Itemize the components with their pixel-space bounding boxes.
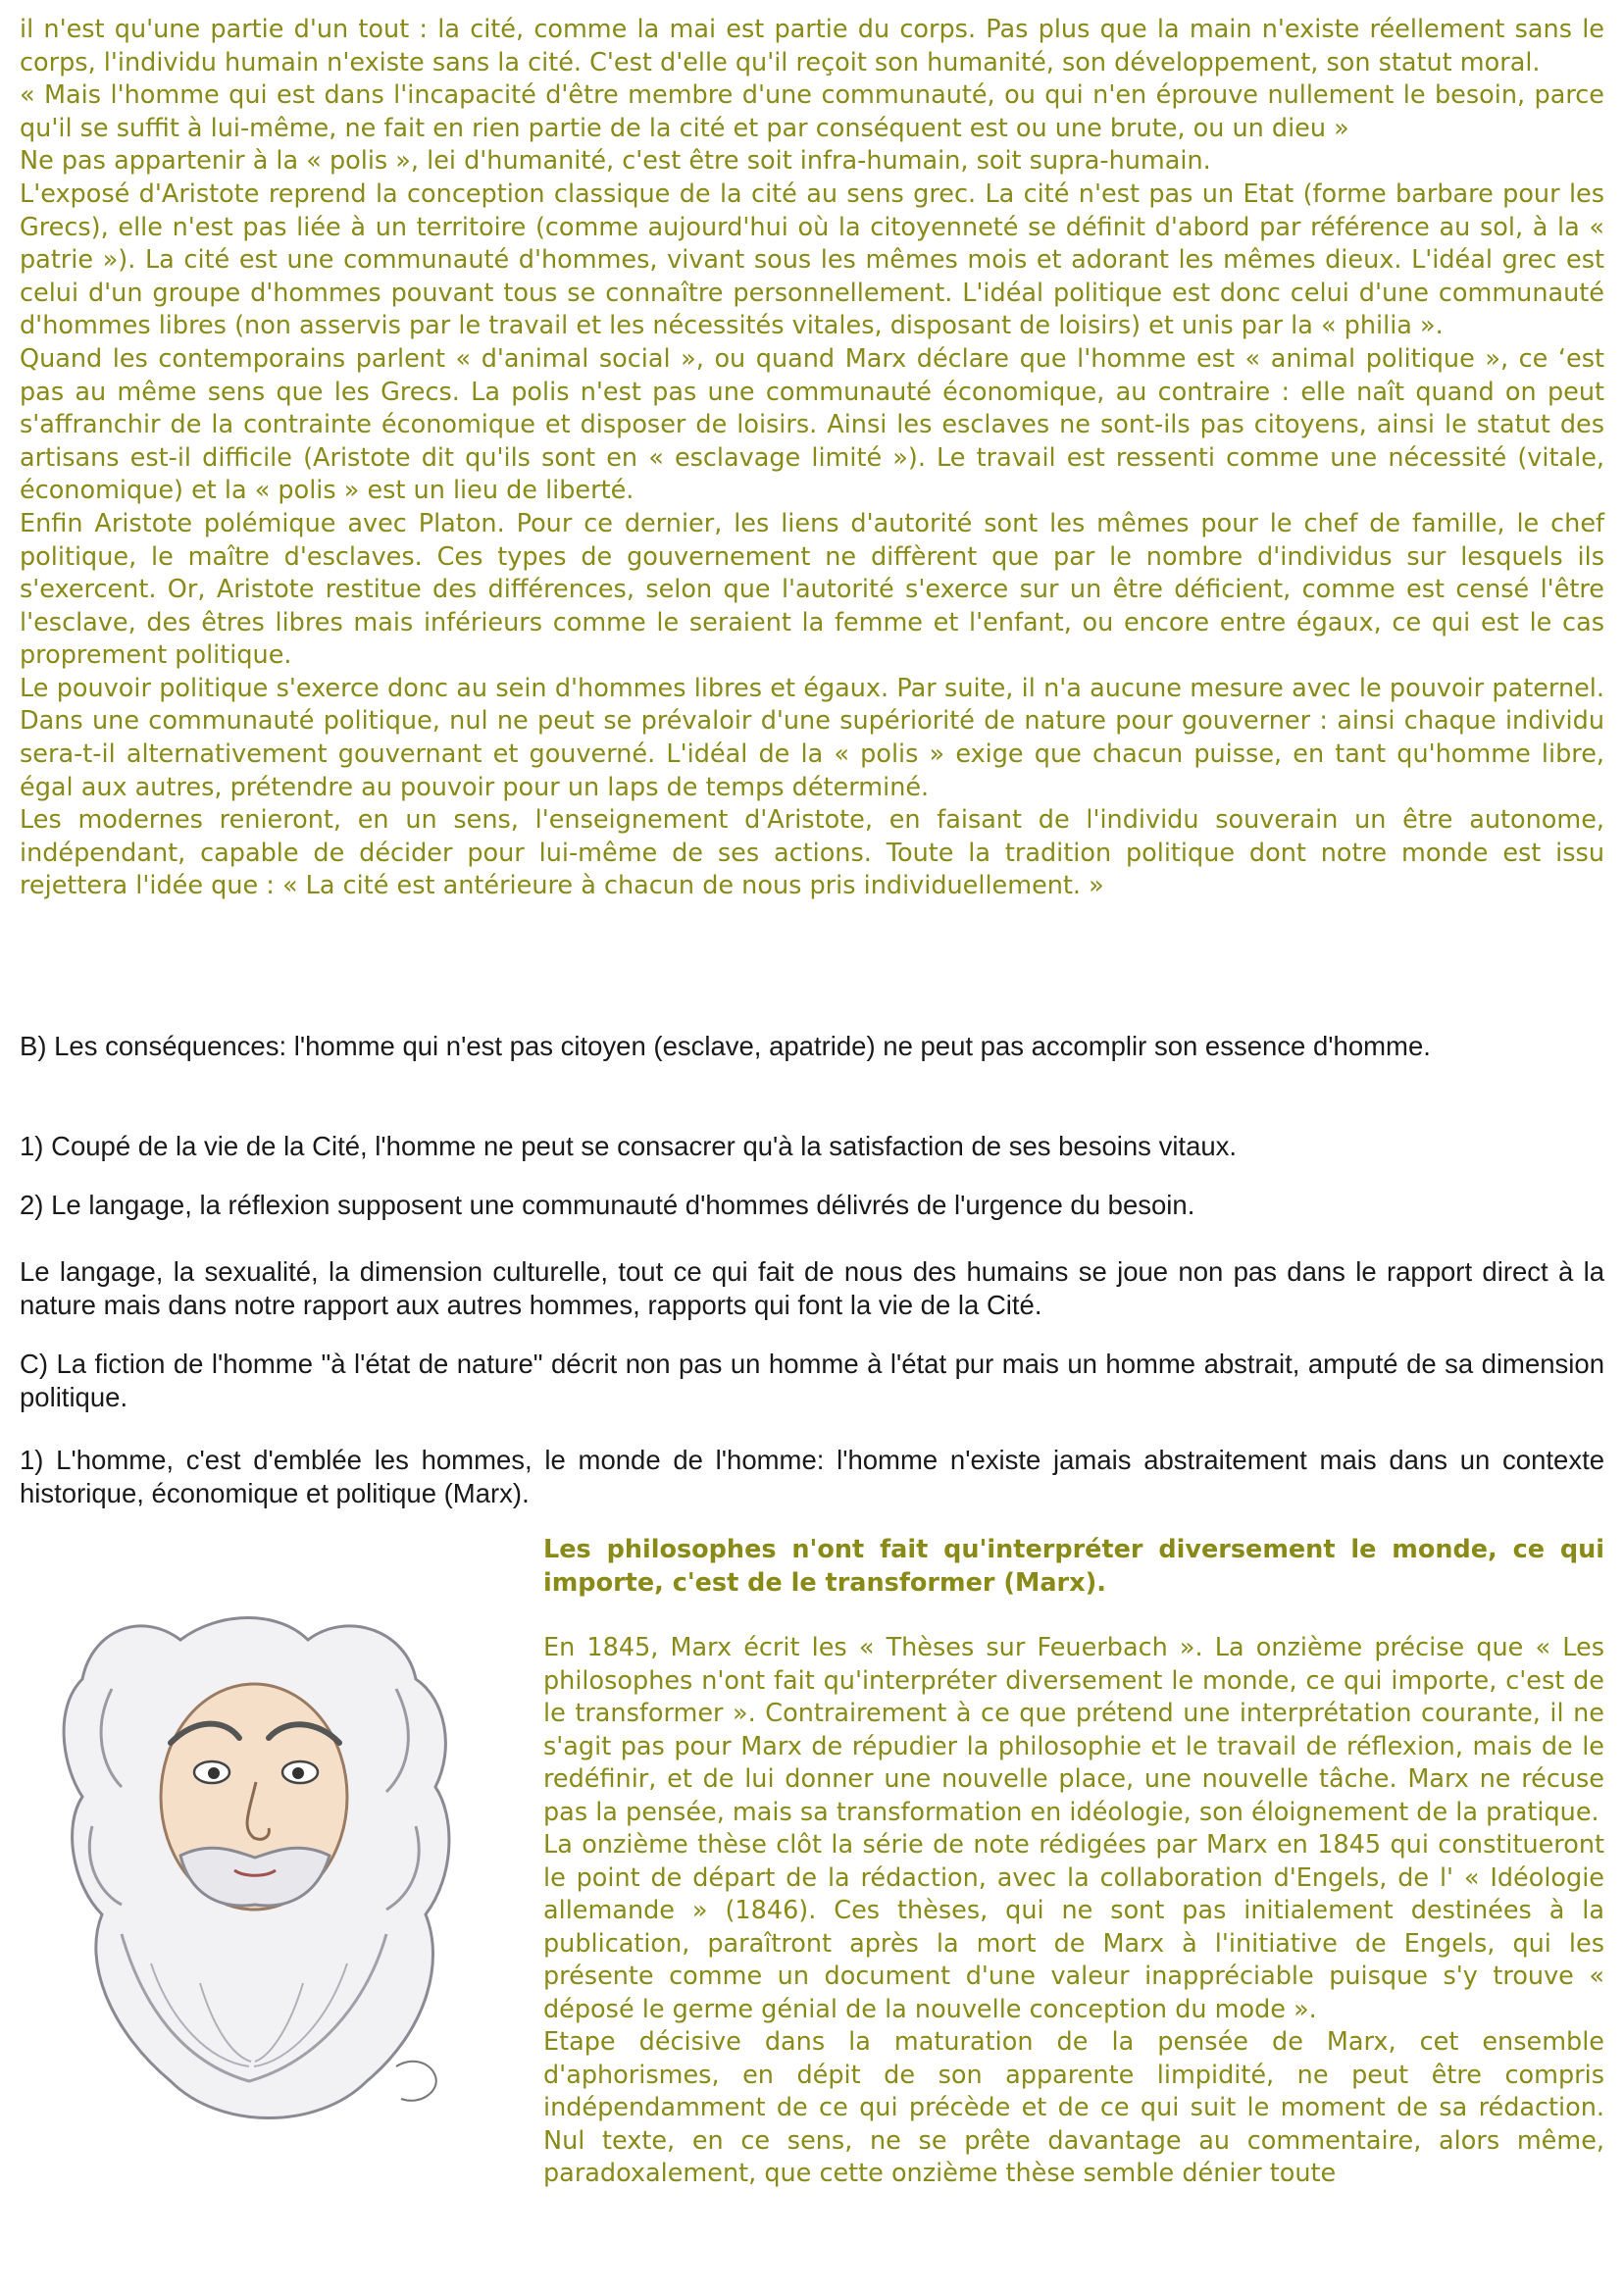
section-c-title: C) La fiction de l'homme "à l'état de nature" décrit non pas un homme à l'état pur mais un homme abstrait, amputé de sa dimension politique. — [20, 1349, 1604, 1412]
section-b-point-2: 2) Le langage, la réflexion supposent une communauté d'hommes délivrés de l'urgence du besoin. — [20, 1190, 1195, 1220]
section-b-paragraph: Le langage, la sexualité, la dimension culturelle, tout ce qui fait de nous des humains se joue non pas dans le rapport direct à la nature mais dans notre rapport aux autres hommes, rapports qui font la vie de la Cité. — [20, 1256, 1604, 1320]
paragraph: Les modernes renieront, en un sens, l'enseignement d'Aristote, en faisant de l'individu souverain un être autonome, indépendant, capable de décider pour lui-même de ses actions. Toute la tradition politique dont notre monde est issu rejettera l'idée que : « La cité est antérieure à chacun de nous pris individuellement. » — [20, 805, 1604, 901]
paragraph: Le pouvoir politique s'exerce donc au sein d'hommes libres et égaux. Par suite, il n'a aucune mesure avec le pouvoir paternel. Dans une communauté politique, nul ne peut se prévaloir d'une supériorité de nature pour gouverner : ainsi chaque individu sera-t-il alternativement gouvernant et gouverné. L'idéal de la « polis » exige que chacun puisse, en tant qu'homme libre, égal aux autres, prétendre au pouvoir pour un laps de temps déterminé. — [20, 673, 1604, 802]
paragraph: il n'est qu'une partie d'un tout : la cité, comme la mai est partie du corps. Pas plus que la main n'existe réellement sans le corps, l'individu humain n'existe sans la cité. C'est d'elle qu'il reçoit son humanité, son développement, son statut moral. — [20, 15, 1604, 77]
section-b-title: B) Les conséquences: l'homme qui n'est pas citoyen (esclave, apatride) ne peut pas accomplir son essence d'homme. — [20, 1031, 1431, 1061]
paragraph: L'exposé d'Aristote reprend la conception classique de la cité au sens grec. La cité n'est pas un Etat (forme barbare pour les Grecs), elle n'est pas liée à un territoire (comme aujourd'hui où la citoyenneté se définit d'abord par référence au sol, à la « patrie »). La cité est une communauté d'hommes, vivant sous les mêmes mois et adorant les mêmes dieux. L'idéal grec est celui d'un groupe d'hommes pouvant tous se connaître personnellement. L'idéal politique est donc celui d'une communauté d'hommes libres (non asservis par le travail et les nécessités vitales, disposant de loisirs) et unis par la « philia ». — [20, 178, 1604, 341]
aristotle-section — [20, 14, 1604, 903]
marx-portrait — [24, 1571, 484, 2140]
marx-heading: Les philosophes n'ont fait qu'interpréter diversement le monde, ce qui importe, c'est de le transformer (Marx). — [543, 1535, 1604, 1598]
marx-section — [543, 1534, 1604, 2191]
section-b-point-1: 1) Coupé de la vie de la Cité, l'homme ne peut se consacrer qu'à la satisfaction de ses besoins vitaux. — [20, 1131, 1238, 1161]
section-c-point-1: 1) L'homme, c'est d'emblée les hommes, le monde de l'homme: l'homme n'existe jamais abstraitement mais dans un contexte historique, économique et politique (Marx). — [20, 1445, 1604, 1508]
paragraph: En 1845, Marx écrit les « Thèses sur Feuerbach ». La onzième précise que « Les philosophes n'ont fait qu'interpréter diversement le monde, ce qui importe, c'est de le transformer ». Contrairement à ce que prétend une interprétation courante, il ne s'agit pas pour Marx de répudier la philosophie et le travail de réflexion, mais de le redéfinir, et de lui donner une nouvelle place, une nouvelle tâche. Marx ne récuse pas la pensée, mais sa transformation en idéologie, son éloignement de la pratique. — [543, 1633, 1604, 1827]
paragraph: Ne pas appartenir à la « polis », lei d'humanité, c'est être soit infra-humain, soit supra-humain. — [20, 146, 1211, 177]
paragraph: Etape décisive dans la maturation de la pensée de Marx, cet ensemble d'aphorismes, en dépit de son apparente limpidité, ne peut être compris indépendamment de ce qui précède et de ce qui suit le moment de sa rédaction. Nul texte, en ce sens, ne se prête davantage au commentaire, alors même, paradoxalement, que cette onzième thèse semble dénier toute — [543, 2027, 1604, 2188]
quote-paragraph: « Mais l'homme qui est dans l'incapacité d'être membre d'une communauté, ou qui n'en éprouve nullement le besoin, parce qu'il se suffit à lui-même, ne fait en rien partie de la cité et par conséquent est ou une brute, ou un dieu » — [20, 80, 1604, 143]
paragraph: Quand les contemporains parlent « d'animal social », ou quand Marx déclare que l'homme est « animal politique », ce ‘est pas au même sens que les Grecs. La polis n'est pas une communauté économique, au contraire : elle naît quand on peut s'affranchir de la contrainte économique et disposer de loisirs. Ainsi les esclaves ne sont-ils pas citoyens, ainsi le statut des artisans est-il difficile (Aristote dit qu'ils sont en « esclavage limité »). Le travail est ressenti comme une nécessité (vitale, économique) et la « polis » est un lieu de liberté. — [20, 343, 1604, 506]
paragraph: Enfin Aristote polémique avec Platon. Pour ce dernier, les liens d'autorité sont les mêmes pour le chef de famille, le chef politique, le maître d'esclaves. Ces types de gouvernement ne diffèrent que par le nombre d'individus sur lesquels ils s'exercent. Or, Aristote restitue des différences, selon que l'autorité s'exerce sur un être déficient, comme est censé l'être l'esclave, des êtres libres mais inférieurs comme le seraient la femme et l'enfant, ou encore entre égaux, ce qui est le cas proprement politique. — [20, 508, 1604, 671]
paragraph: La onzième thèse clôt la série de note rédigées par Marx en 1845 qui constitueront le point de départ de la rédaction, avec la collaboration d'Engels, de l' « Idéologie allemande » (1846). Ces thèses, qui ne sont pas initialement destinées à la publication, paraîtront après la mort de Marx à l'initiative de Engels, qui les présente comme un document d'une valeur inappréciable puisque s'y trouve « déposé le germe génial de la nouvelle conception du mode ». — [543, 1830, 1604, 2024]
